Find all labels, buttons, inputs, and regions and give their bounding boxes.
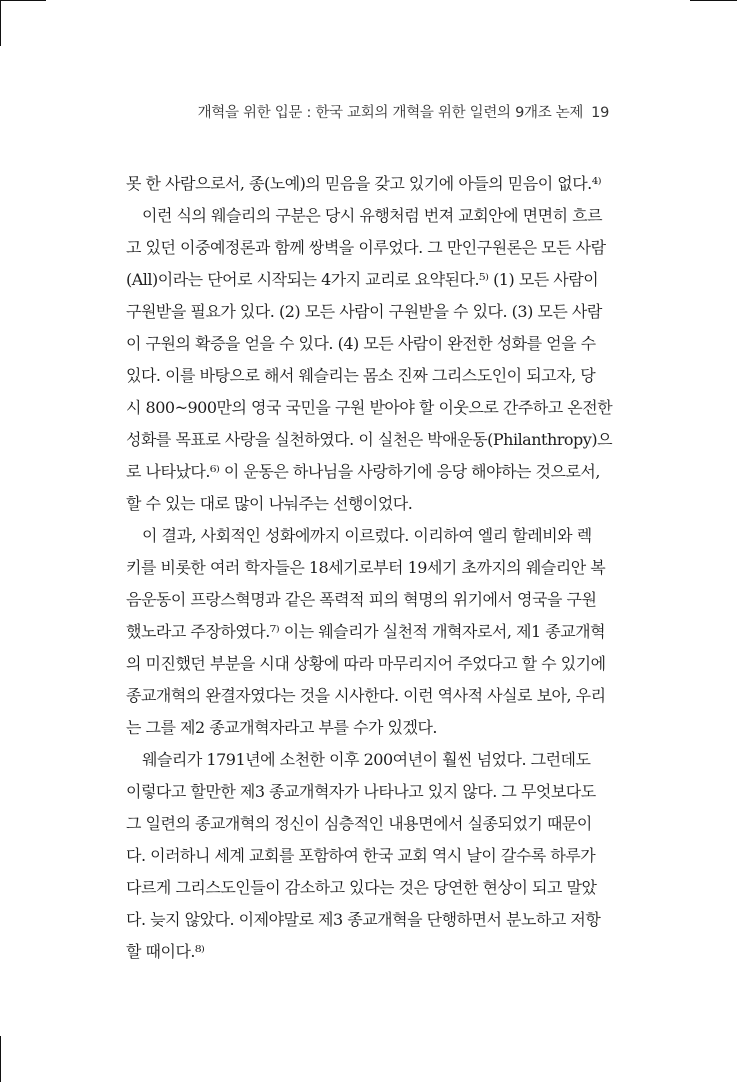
text-line: 다. 늦지 않았다. 이제야말로 제3 종교개혁을 단행하면서 분노하고 저항 [126, 910, 601, 929]
body-text [126, 168, 612, 968]
text-line: 다. 이러하니 세계 교회를 포함하여 한국 교회 역시 날이 갈수록 하루가 [126, 846, 596, 865]
text-line: 할 수 있는 대로 많이 나눠주는 선행이었다. [126, 494, 413, 513]
text-line: (All)이라는 단어로 시작되는 4가지 교리로 요약된다.⁵⁾ (1) 모든 사람이 [126, 270, 599, 289]
text-line: 성화를 목표로 사랑을 실천하였다. 이 실천은 박애운동(Philanthropy)으 [126, 430, 613, 449]
text-line: 구원받을 필요가 있다. (2) 모든 사람이 구원받을 수 있다. (3) 모든 사람 [126, 302, 602, 321]
running-title: 개혁을 위한 입문 : 한국 교회의 개혁을 위한 일련의 9개조 논제 [197, 105, 584, 121]
text-line: 키를 비롯한 여러 학자들은 18세기로부터 19세기 초까지의 웨슬리안 복 [126, 558, 606, 577]
crop-mark-top-right-h [690, 0, 737, 1]
text-line: 했노라고 주장하였다.⁷⁾ 이는 웨슬리가 실천적 개혁자로서, 제1 종교개혁 [126, 622, 606, 641]
text-line: 이 결과, 사회적인 성화에까지 이르렀다. 이리하여 엘리 할레비와 렉 [142, 526, 592, 545]
text-line: 고 있던 이중예정론과 함께 쌍벽을 이루었다. 그 만인구원론은 모든 사람 [126, 238, 606, 257]
text-line: 는 그를 제2 종교개혁자라고 부를 수가 있겠다. [126, 718, 437, 737]
page-number: 19 [591, 105, 609, 121]
text-line: 할 때이다.⁸⁾ [126, 942, 205, 961]
text-line: 로 나타났다.⁶⁾ 이 운동은 하나님을 사랑하기에 응당 해야하는 것으로서, [126, 462, 600, 481]
text-line: 이런 식의 웨슬리의 구분은 당시 유행처럼 번져 교회안에 면면히 흐르 [142, 206, 603, 225]
text-line: 종교개혁의 완결자였다는 것을 시사한다. 이런 역사적 사실로 보아, 우리 [126, 686, 606, 705]
text-line: 다르게 그리스도인들이 감소하고 있다는 것은 당연한 현상이 되고 말았 [126, 878, 597, 897]
text-line: 그 일련의 종교개혁의 정신이 심층적인 내용면에서 실종되었기 때문이 [126, 814, 592, 833]
text-line: 웨슬리가 1791년에 소천한 이후 200여년이 훨씬 넘었다. 그런데도 [142, 750, 591, 769]
text-line: 의 미진했던 부분을 시대 상황에 따라 마무리지어 주었다고 할 수 있기에 [126, 654, 606, 673]
text-line: 못 한 사람으로서, 종(노예)의 믿음을 갖고 있기에 아들의 믿음이 없다.⁴⁾ [126, 174, 602, 193]
crop-mark-bottom-left-v [0, 1036, 1, 1082]
crop-mark-top-left-v [0, 0, 1, 46]
text-line: 음운동이 프랑스혁명과 같은 폭력적 피의 혁명의 위기에서 영국을 구원 [126, 590, 597, 609]
text-line: 이 구원의 확증을 얻을 수 있다. (4) 모든 사람이 완전한 성화를 얻을 수 [126, 334, 596, 353]
crop-mark-top-left-h [0, 0, 46, 1]
running-header [198, 101, 609, 122]
text-line: 이렇다고 할만한 제3 종교개혁자가 나타나고 있지 않다. 그 무엇보다도 [126, 782, 596, 801]
text-line: 시 800~900만의 영국 국민을 구원 받아야 할 이웃으로 간주하고 온전한 [126, 398, 613, 417]
text-line: 있다. 이를 바탕으로 해서 웨슬리는 몸소 진짜 그리스도인이 되고자, 당 [126, 366, 596, 385]
